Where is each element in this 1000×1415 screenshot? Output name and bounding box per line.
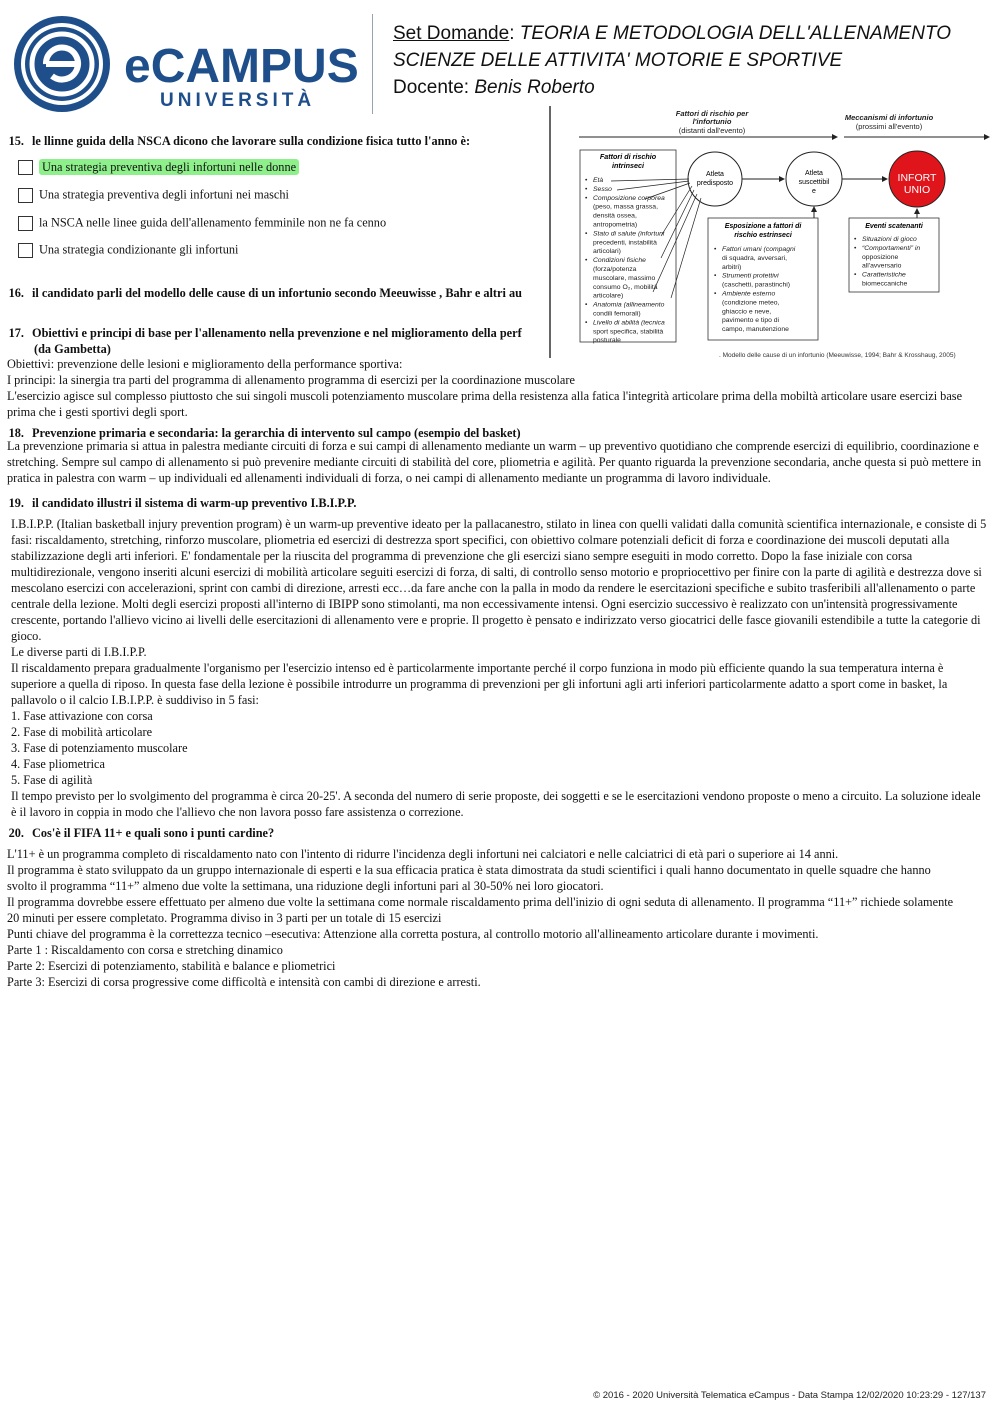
diagram-list-item: (caschetti, parastinchi) bbox=[722, 281, 790, 289]
q19-p1: I.B.I.P.P. (Italian basketball injury prevention program) è un warm-up preventive ideato per la pallacanestro, stilato in linea con quelli validati dalla comunità scientifica internazionale, e consiste di 5 fasi: riscaldamento, stretching, rinforzo muscolare, pliometria ed esercizi di destrezza sport specifici, con obiettivo colmare potenziali deficit di forza e coordinazione dei muscoli deputati alla stabilizzazione degli arti inferiori. E' fondamentale per la riuscita del programma di prevenzione che gli esercizi siano sempre eseguiti in modo corretto. Dopo la fase iniziale con corsa multidirezionale, vengono inseriti alcuni esercizi di mobilità articolare seguiti esercizi di forza, di salti, di controllo senso motorio e propriocettivo per finire con la parte di agilità e destrezza dove si mescolano esercizi con accelerazioni, sprint con cambi di direzione, arresti ecc…da fare anche con la palla in modo da rendere le esercitazioni specifiche e subito trasferibili all'allenamento o parte centrale della lezione. Molti degli esercizi proposti all'interno di IBIPP sono stimolanti, ma non eccessivamente intensi. Ogni esercizio successivo è realizzato con un'intensità progressivamente crescente, portando l'allievo vicino ai livelli delle esercitazioni di allenamento vere e proprie. Il progetto è pensato e indirizzato verso giocatrici delle fasce giovanili estendibile a tutte la categorie di gioco. bbox=[11, 517, 987, 643]
diagram-list-item: campo, manutenzione bbox=[722, 326, 789, 334]
q17-answer bbox=[7, 356, 987, 420]
diagram-list-item: condili femorali) bbox=[593, 310, 641, 318]
question-15: 15. le llinne guida della NSCA dicono che lavorare sulla condizione fisica tutto l'anno è: bbox=[8, 134, 471, 148]
q20-p7: Parte 3: Esercizi di corsa progressive come difficoltà e intensità con cambi di direzione e arresti. bbox=[7, 975, 481, 989]
diagram-list-item: biomeccaniche bbox=[862, 280, 908, 288]
question-16: 16. il candidato parli del modello delle cause di un infortunio secondo Meeuwisse , Bahr e altri au bbox=[8, 286, 522, 300]
question-18-text: Prevenzione primaria e secondaria: la gerarchia di intervento sul campo (esempio del basket) bbox=[32, 426, 521, 440]
diagram-list-item: antropometria) bbox=[593, 221, 638, 229]
q19-phase-5: 5. Fase di agilità bbox=[11, 773, 93, 787]
q20-p6: Parte 2: Esercizi di potenziamento, stabilità e balance e pliometrici bbox=[7, 959, 336, 973]
question-18: 18. Prevenzione primaria e secondaria: la gerarchia di intervento sul campo (esempio del basket) bbox=[8, 426, 521, 440]
q19-phase-2: 2. Fase di mobilità articolare bbox=[11, 725, 153, 739]
athlete-predisposed-node bbox=[688, 152, 742, 206]
diagram-list-item: (peso, massa grassa, bbox=[593, 203, 658, 211]
diagram-list-item: Fattori umani (compagni bbox=[722, 246, 796, 253]
diagram-list-item: Strumenti protettivi bbox=[722, 272, 779, 280]
extrinsic-title-2: rischio estrinseci bbox=[734, 232, 792, 239]
q19-p4: Il tempo previsto per lo svolgimento del programma è circa 20-25'. A seconda del numero di serie proposte, dei soggetti e se le esercitazioni vendono proposte o meno a circuito. La soluzione ideale è il lavoro in coppia in modo che l'allievo che non lavora posso fare assistenza o correzione. bbox=[11, 789, 981, 819]
q17-line-1: Obiettivi: prevenzione delle lesioni e miglioramento della performance sportiva: bbox=[7, 357, 403, 371]
logo-subtext: UNIVERSITÀ bbox=[160, 90, 316, 111]
diagram-list-item: Anatomia (allineamento bbox=[593, 301, 665, 309]
diagram-list-item: articolari) bbox=[593, 248, 621, 256]
q18-answer: La prevenzione primaria si attua in palestra mediante circuiti di forza e sui campi di allenamento mediante un warm – up preventivo quotidiano che comprende esercizi di equilibrio, coordinazione e stretching. Sempre sul campo di allenamento si può prevenire mediante circuiti di stabilità del core, pliometria e agilità. Per quanto riguarda la prevenzione secondaria, anche questa si può mettere in pratica in palestra con warm – up individuali ed allenamenti individuali di forza, o nei campi di allenamento mediante un programma di lavoro individuale. bbox=[7, 439, 982, 485]
page-footer: © 2016 - 2020 Università Telematica eCampus - Data Stampa 12/02/2020 10:23:29 - 127/137 bbox=[593, 1390, 986, 1401]
checkbox[interactable] bbox=[18, 243, 33, 258]
diagram-list-item: precedenti, instabilità bbox=[593, 239, 657, 247]
diagram-list-item: posturale bbox=[593, 337, 621, 345]
q20-p5: Parte 1 : Riscaldamento con corsa e stretching dinamico bbox=[7, 943, 283, 957]
checkbox[interactable] bbox=[18, 216, 33, 231]
q15-option-3[interactable] bbox=[18, 215, 386, 231]
injury-cause-model-diagram bbox=[549, 106, 994, 364]
top-right-label-2: (prossimi all'evento) bbox=[855, 122, 923, 131]
bullet: • bbox=[585, 319, 588, 327]
diagram-list-item: (condizione meteo, bbox=[722, 299, 780, 307]
diagram-list-item: Sesso bbox=[593, 185, 612, 193]
bullet: • bbox=[714, 290, 717, 298]
question-19: 19. il candidato illustri il sistema di warm-up preventivo I.B.I.P.P. bbox=[0, 496, 356, 511]
diagram-list-item: di squadra, avversari, bbox=[722, 254, 787, 262]
bullet: • bbox=[585, 177, 588, 184]
q15-option-3-text: la NSCA nelle linee guida dell'allenamento femminile non ne fa cenno bbox=[39, 215, 387, 230]
diagram-list-item: Stato di salute (infortuni bbox=[593, 230, 665, 238]
extrinsic-title-1: Esposizione a fattori di bbox=[724, 223, 802, 230]
q15-option-4-text: Una strategia condizionante gli infortuni bbox=[39, 242, 239, 257]
q20-p1: L'11+ è un programma completo di riscaldamento nato con l'intento di ridurre l'incidenza degli infortuni nei calciatori e nelle calciatrici di età pari o superiore ai 14 anni. bbox=[7, 847, 839, 861]
diagram-caption: . Modello delle cause di un infortunio (Meeuwisse, 1994; Bahr & Krosshaug, 2005) bbox=[719, 352, 956, 359]
bullet: • bbox=[854, 244, 857, 252]
diagram-list-item: all'avversario bbox=[862, 262, 902, 270]
diagram-list-item: articolare) bbox=[593, 292, 624, 300]
q20-answer bbox=[7, 846, 987, 990]
athlete-susceptible-label-1: Atleta bbox=[805, 170, 823, 177]
bullet: • bbox=[585, 301, 588, 309]
diagram-list-item: densità ossea, bbox=[593, 212, 637, 220]
top-left-label-1: Fattori di rischio per bbox=[675, 109, 749, 118]
checkbox[interactable] bbox=[18, 188, 33, 203]
q19-phase-4: 4. Fase pliometrica bbox=[11, 757, 105, 771]
bullet: • bbox=[854, 271, 857, 279]
question-20-text: Cos'è il FIFA 11+ e quali sono i punti cardine? bbox=[32, 826, 275, 840]
question-15-text: le llinne guida della NSCA dicono che lavorare sulla condizione fisica tutto l'anno è: bbox=[32, 134, 471, 148]
athlete-predisposed-label-2: predisposto bbox=[696, 180, 734, 187]
diagram-list-item: ghiaccio e neve, bbox=[722, 308, 772, 316]
diagram-list-item: (forza/potenza bbox=[593, 266, 637, 273]
diagram-list-item: Livello di abilità (tecnica bbox=[593, 319, 665, 327]
bullet: • bbox=[585, 185, 588, 193]
diagram-list-item: Condizioni fisiche bbox=[593, 257, 646, 265]
diagram-list-item: sport specifica, stabilità bbox=[593, 328, 664, 336]
q19-answer bbox=[11, 516, 987, 820]
question-20: 20. Cos'è il FIFA 11+ e quali sono i punti cardine? bbox=[8, 826, 275, 840]
top-left-label-2: l'infortunio bbox=[692, 117, 732, 126]
intrinsic-title-1: Fattori di rischio bbox=[599, 152, 657, 161]
events-title: Eventi scatenanti bbox=[865, 223, 923, 230]
bullet: • bbox=[585, 194, 588, 202]
q15-option-1[interactable] bbox=[18, 159, 299, 175]
set-label: Set Domande bbox=[393, 23, 510, 44]
bullet: • bbox=[585, 257, 588, 265]
checkbox[interactable] bbox=[18, 160, 33, 175]
diagram-list-item: opposizione bbox=[862, 253, 899, 261]
header-text: Set Domande: TEORIA E METODOLOGIA DELL'ALLENAMENTO SCIENZE DELLE ATTIVITA' MOTORIE E SPORTIVE Docente: Benis Roberto bbox=[393, 20, 993, 101]
bullet: • bbox=[714, 272, 717, 280]
athlete-predisposed-label-1: Atleta bbox=[706, 171, 724, 178]
q20-p2: Il programma è stato sviluppato da un gruppo internazionale di esperti e la sua efficacia pratica è stata dimostrata da studi scientifici i quali hanno documentato in quelle squadre che hanno svolto il programma “11+” almeno due volte la settimana, una riduzione degli infortuni pari al 30-50% nei loro giocatori. bbox=[7, 863, 931, 893]
diagram-list-item: Composizione corporea bbox=[593, 194, 665, 202]
q15-option-1-text: Una strategia preventiva degli infortuni nelle donne bbox=[39, 159, 299, 175]
diagram-list-item: arbitri) bbox=[722, 263, 742, 271]
diagram-list-item: pavimento e tipo di bbox=[722, 317, 780, 325]
diagram-list-item: Caratteristiche bbox=[862, 271, 906, 279]
q19-phase-3: 3. Fase di potenziamento muscolare bbox=[11, 741, 188, 755]
q19-p3: Il riscaldamento prepara gradualmente l'organismo per l'esercizio intenso ed è particolarmente importante perché il corpo funziona in modo più efficiente quando la sua temperatura interna è superiore a quella di riposo. In questa fase della lezione è possibile introdurre un programma di prevenzioni per gli infortuni agli arti inferiori particolarmente adatto a sport come in basket, la pallavolo o il calcio I.B.I.P.P. è suddiviso in 5 fasi: bbox=[11, 661, 948, 707]
diagram-list-item: Situazioni di gioco bbox=[862, 236, 917, 243]
q20-p3: Il programma dovrebbe essere effettuato per almeno due volte la settimana come normale riscaldamento prima dell'inizio di ogni seduta di allenamento. Il programma “11+” richiede solamente 20 minuti per essere completato. Programma diviso in 3 parti per un totale di 15 esercizi bbox=[7, 895, 954, 925]
q15-option-4[interactable] bbox=[18, 242, 238, 258]
question-17-subtext: (da Gambetta) bbox=[34, 342, 111, 356]
q15-option-2-text: Una strategia preventiva degli infortuni nei maschi bbox=[39, 187, 289, 202]
question-17-text: Obiettivi e principi di base per l'allenamento nella prevenzione e nel miglioramento della perf bbox=[32, 326, 522, 340]
top-right-label-1: Meccanismi di infortunio bbox=[844, 113, 934, 122]
athlete-susceptible-label-2: suscettibil bbox=[798, 179, 830, 186]
question-19-text: il candidato illustri il sistema di warm-up preventivo I.B.I.P.P. bbox=[32, 496, 357, 510]
diagram-list-item: consumo O₂, mobilità bbox=[593, 283, 658, 291]
set-title: TEORIA E METODOLOGIA DELL'ALLENAMENTO bbox=[519, 23, 951, 44]
q19-p2: Le diverse parti di I.B.I.P.P. bbox=[11, 645, 147, 659]
intrinsic-title-2: intrinseci bbox=[612, 161, 644, 170]
q19-phase-1: 1. Fase attivazione con corsa bbox=[11, 709, 153, 723]
injury-label-1: INFORT bbox=[897, 172, 937, 184]
injury-label-2: UNIO bbox=[903, 184, 931, 196]
ecampus-logo bbox=[12, 14, 357, 114]
diagram-list-item: Ambiente esterno bbox=[722, 290, 776, 298]
logo-text: eCAMPUS bbox=[124, 40, 357, 93]
q20-p4: Punti chiave del programma è la correttezza tecnico –esecutiva: Attenzione alla corretta postura, al controllo motorio all'allineamento articolare durante i movimenti. bbox=[7, 927, 819, 941]
docente-name: Benis Roberto bbox=[474, 77, 595, 98]
question-17: 17. Obiettivi e principi di base per l'allenamento nella prevenzione e nel miglioramento della perf bbox=[8, 326, 522, 340]
header-divider bbox=[372, 14, 373, 114]
q17-line-2: I principi: la sinergia tra parti del programma di allenamento programma di esercizi per la coordinazione muscolare bbox=[7, 373, 575, 387]
q17-line-3: L'esercizio agisce sul complesso piuttosto che sui singoli muscoli potenziamento muscolare prima della resistenza alla fatica l'integrità articolare prima della mobiltà articolare usare esercizi base prima che i gesti sportivi degli sport. bbox=[7, 389, 963, 419]
bullet: • bbox=[714, 246, 717, 253]
bullet: • bbox=[854, 236, 857, 243]
q15-option-2[interactable] bbox=[18, 187, 289, 203]
docente-label: Docente: bbox=[393, 77, 470, 98]
course-title: SCIENZE DELLE ATTIVITA' MOTORIE E SPORTIVE bbox=[393, 50, 843, 71]
diagram-list-item: Età bbox=[593, 177, 604, 184]
question-16-text: il candidato parli del modello delle cause di un infortunio secondo Meeuwisse , Bahr e altri au bbox=[32, 286, 522, 300]
top-left-label-3: (distanti dall'evento) bbox=[678, 126, 746, 135]
athlete-susceptible-label-3: e bbox=[812, 188, 816, 195]
bullet: • bbox=[585, 230, 588, 238]
diagram-list-item: “Comportamenti” in bbox=[862, 244, 921, 252]
diagram-list-item: muscolare, massimo bbox=[593, 274, 656, 282]
